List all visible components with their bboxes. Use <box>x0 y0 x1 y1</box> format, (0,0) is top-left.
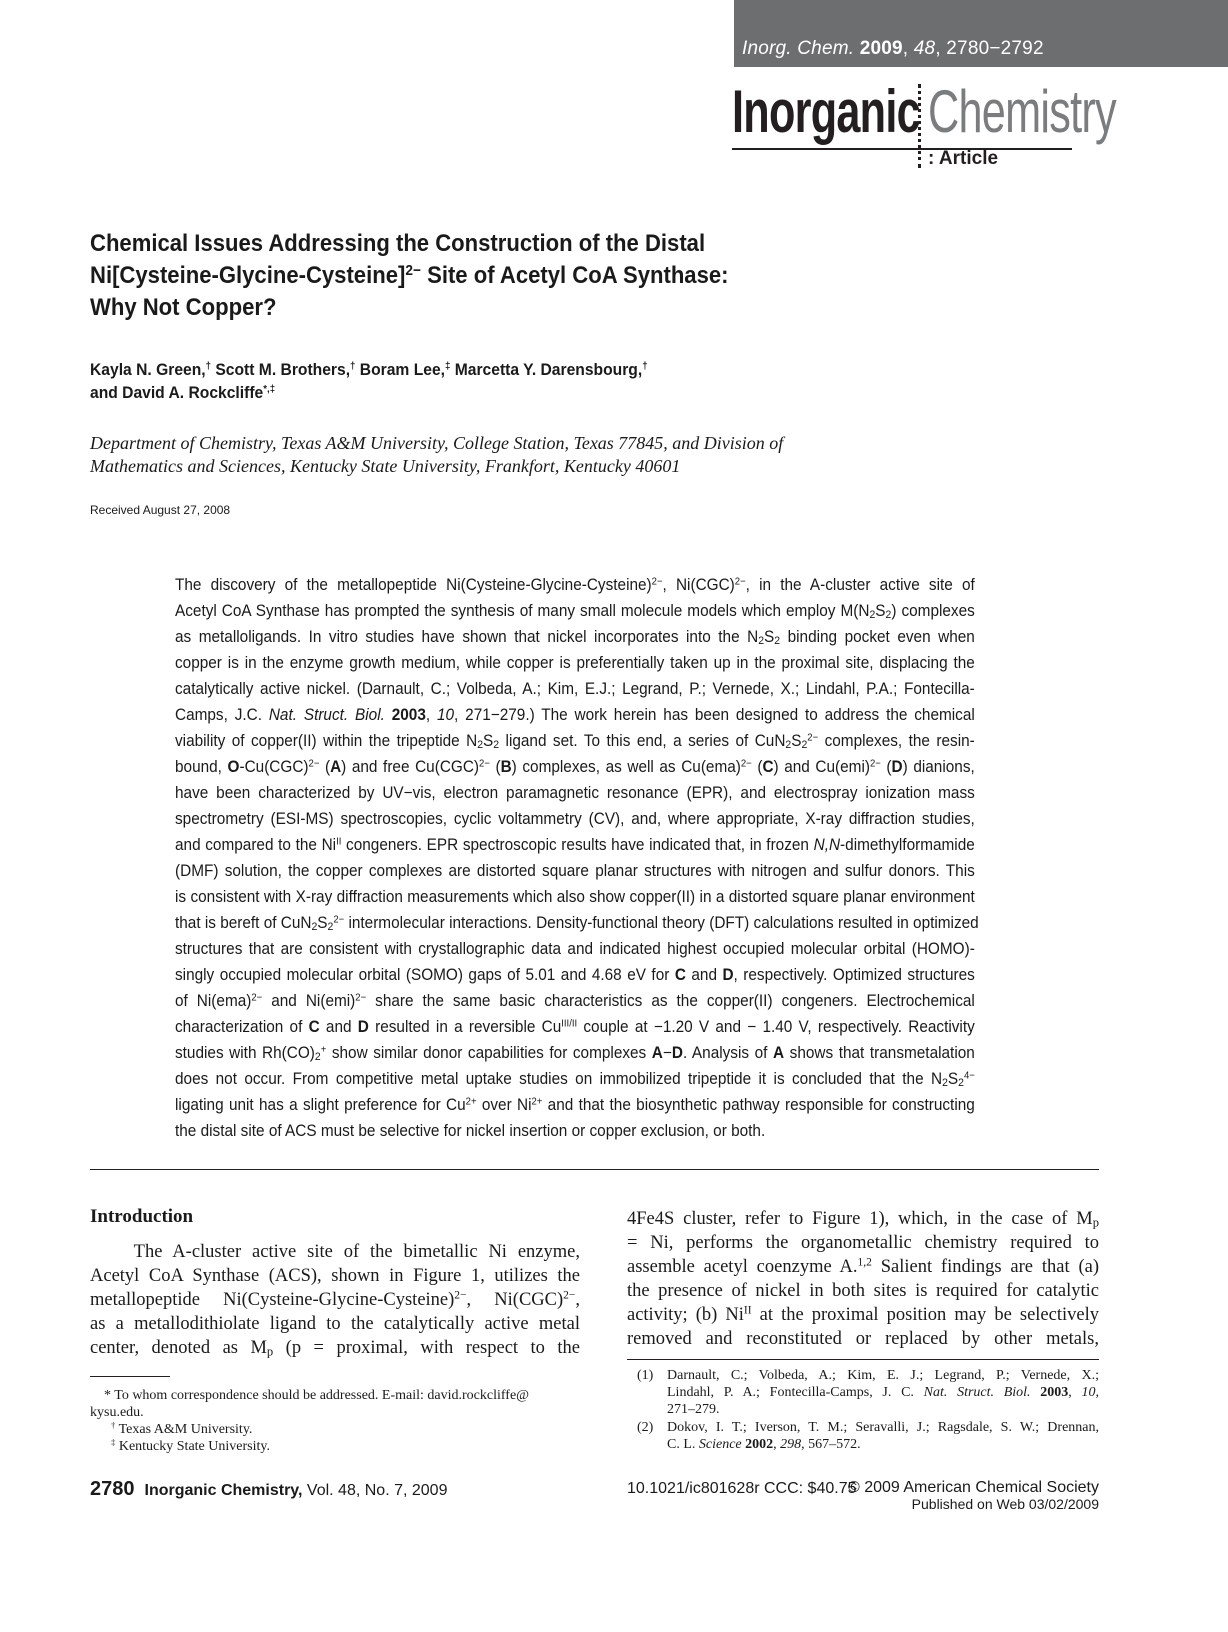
citation-year: 2009 <box>859 38 903 59</box>
abstract-line: copper is in the enzyme growth medium, while copper is preferentially taken up in the proximal site, displacing the <box>175 654 975 672</box>
reference-entry <box>637 1367 1099 1418</box>
title-line-2-post: Site of Acetyl CoA Synthase: <box>420 262 729 289</box>
logo-dotted-divider <box>918 84 925 168</box>
title-line-2 <box>90 260 918 292</box>
reference-line: C. L. Science 2002, 298, 567–572. <box>667 1437 861 1452</box>
title-line-2-pre: Ni[Cysteine-Glycine-Cysteine] <box>90 262 406 289</box>
published-date: Published on Web 03/02/2009 <box>911 1496 1099 1512</box>
received-date: Received August 27, 2008 <box>90 503 231 517</box>
abstract-line: Camps, J.C. Nat. Struct. Biol. 2003, 10, 271−279.) The work herein has been designed to address the chemical <box>175 706 975 724</box>
reference-number: (2) <box>637 1420 654 1435</box>
logo-word-inorganic: Inorganic <box>732 78 920 145</box>
reference-line: Lindahl, P. A.; Fontecilla-Camps, J. C. Nat. Struct. Biol. 2003, 10, <box>667 1385 1099 1400</box>
intro-line: the presence of nickel in both sites is required for catalytic <box>627 1281 1099 1301</box>
reference-line: Darnault, C.; Volbeda, A.; Kim, E. J.; Legrand, P.; Vernede, X.; <box>667 1368 1099 1383</box>
abstract-line: that is bereft of $CuN_2S_2^{2-}$ intermolecular interactions. Density-functional theory (DFT) calculations resulted in optimized <box>175 914 979 934</box>
introduction-column-right <box>627 1207 1099 1351</box>
abstract-line: have been characterized by UV−vis, electron paramagnetic resonance (EPR), and electrospray ionization mass <box>175 784 975 802</box>
abstract-line: does not occur. From competitive metal uptake studies on immobilized tripeptide it is concluded that the $N_2S_2^{4-}$ <box>175 1070 975 1090</box>
author-mark: † <box>205 360 212 373</box>
affiliation <box>90 432 990 478</box>
affiliation-line-1: Department of Chemistry, Texas A&M University, College Station, Texas 77845, and Division of <box>90 433 784 453</box>
author-mark: † <box>350 360 356 373</box>
intro-line: center, denoted as $M_p$ (p = proximal, with respect to the <box>90 1338 580 1359</box>
citation-pages: 2780−2792 <box>946 38 1044 59</box>
author-name: and David A. Rockcliffe <box>90 383 264 402</box>
intro-line: activity; (b) $Ni^{II}$ at the proximal position may be selectively <box>627 1304 1099 1325</box>
abstract-line: and compared to the $Ni^{II}$ congeners. EPR spectroscopic results have indicated that, in frozen N,N-dimethylformamide <box>175 836 975 854</box>
footnote-line: † Texas A&M University. <box>111 1420 253 1437</box>
author-mark: ‡ <box>444 360 451 373</box>
references <box>637 1367 1099 1454</box>
author-name: Kayla N. Green, <box>90 360 206 379</box>
article-title <box>90 228 918 324</box>
abstract <box>175 572 979 1144</box>
abstract-line: characterization of C and D resulted in a reversible $Cu^{III/II}$ couple at −1.20 V and − 1.40 V, respectively. Reactivity <box>175 1018 975 1036</box>
page-footer-right <box>848 1480 1099 1512</box>
affiliation-line-2: Mathematics and Sciences, Kentucky State University, Frankfort, Kentucky 40601 <box>90 456 681 476</box>
author-mark: † <box>642 360 648 373</box>
intro-line: assemble acetyl coenzyme A.$^{1,2}$ Salient findings are that (a) <box>627 1256 1099 1277</box>
author-name: Marcetta Y. Darensbourg, <box>454 360 643 379</box>
journal-citation: Inorg. Chem. 2009, 48, 2780−2792 <box>742 38 1044 59</box>
abstract-line: viability of copper(II) within the tripeptide $N_2S_2$ ligand set. To this end, a series of $CuN_2S_2^{2-}$ complexes, the resin- <box>175 732 975 752</box>
page-footer-left <box>90 1478 447 1501</box>
intro-line: removed and reconstituted or replaced by other metals, <box>627 1329 1099 1349</box>
intro-line: The A-cluster active site of the bimetallic Ni enzyme, <box>90 1242 580 1262</box>
abstract-line: bound, O-Cu(CGC)$^{2-}$ (A) and free Cu(CGC)$^{2-}$ (B) complexes, as well as Cu(ema)$^{2-}$ (C) and Cu(emi)$^{2-}$ (D) dianions, <box>175 758 975 776</box>
abstract-line: catalytically active nickel. (Darnault, C.; Volbeda, A.; Kim, E.J.; Legrand, P.; Vernede, X.; Lindahl, P.A.; Fontecilla- <box>175 680 975 698</box>
title-line-2-sup: 2− <box>405 262 421 279</box>
abstract-line: singly occupied molecular orbital (SOMO) gaps of 5.01 and 4.68 eV for C and D, respectively. Optimized structures <box>175 966 975 984</box>
page-number: 2780 <box>90 1478 135 1500</box>
intro-line: as a metallodithiolate ligand to the catalytically active metal <box>90 1314 580 1334</box>
intro-line: metallopeptide Ni(Cysteine-Glycine-Cysteine)$^{2-}$, Ni(CGC)$^{2-}$, <box>90 1289 580 1310</box>
intro-line: Acetyl CoA Synthase (ACS), shown in Figure 1, utilizes the <box>90 1266 580 1286</box>
abstract-line: of Ni(ema)$^{2-}$ and Ni(emi)$^{2-}$ share the same basic characteristics as the copper(II) congeners. Electrochemical <box>175 992 975 1010</box>
footnote-line: * To whom correspondence should be addressed. E-mail: david.rockcliffe@ <box>90 1388 530 1403</box>
introduction-column-left <box>90 1240 580 1360</box>
journal-logo <box>732 76 1128 172</box>
section-label: : Article <box>928 148 999 169</box>
section-divider <box>90 1169 1099 1170</box>
abstract-line: studies with $Rh(CO)_2^+$ show similar donor capabilities for complexes A−D. Analysis of A shows that transmetalation <box>175 1044 975 1064</box>
abstract-line: Acetyl CoA Synthase has prompted the synthesis of many small molecule models which employ $M(N_2S_2)$ complexes <box>175 602 975 622</box>
references-rule <box>627 1359 1099 1360</box>
citation-volume: 48 <box>913 38 936 59</box>
author-name: Scott M. Brothers, <box>215 360 351 379</box>
abstract-line: (DMF) solution, the copper complexes are distorted square planar structures with nitrogen and sulfur donors. This <box>175 862 975 880</box>
author-line-2 <box>90 381 918 404</box>
reference-number: (1) <box>637 1368 654 1383</box>
abstract-line: the distal site of ACS must be selective for nickel insertion or copper exclusion, or both. <box>175 1122 766 1140</box>
footer-doi: 10.1021/ic801628r CCC: $40.75 <box>627 1480 857 1497</box>
footnote-rule <box>90 1376 170 1377</box>
footer-issue: Vol. 48, No. 7, 2009 <box>302 1482 448 1499</box>
abstract-line: as metalloligands. In vitro studies have shown that nickel incorporates into the $N_2S_2$ binding pocket even when <box>175 628 975 648</box>
footnote-line: kysu.edu. <box>90 1405 144 1420</box>
footer-journal: Inorganic Chemistry, <box>144 1482 303 1499</box>
intro-line: = Ni, performs the organometallic chemistry required to <box>627 1233 1099 1253</box>
intro-line: 4Fe4S cluster, refer to Figure 1), which, in the case of $M_p$ <box>627 1209 1099 1230</box>
logo-word-chemistry: Chemistry <box>928 78 1116 145</box>
title-line-1: Chemical Issues Addressing the Construction of the Distal <box>90 230 706 257</box>
author-mark: *,‡ <box>263 383 276 396</box>
author-line-1 <box>90 358 918 381</box>
author-name: Boram Lee, <box>359 360 445 379</box>
section-label-text: Article <box>938 148 999 169</box>
footnotes <box>90 1387 580 1455</box>
reference-entry <box>637 1419 1099 1453</box>
reference-line: Dokov, I. T.; Iverson, T. M.; Seravalli, J.; Ragsdale, S. W.; Drennan, <box>667 1420 1099 1435</box>
title-line-3: Why Not Copper? <box>90 294 277 321</box>
abstract-line: ligating unit has a slight preference for $Cu^{2+}$ over $Ni^{2+}$ and that the biosynthetic pathway responsible for constructing <box>175 1096 975 1114</box>
introduction-heading: Introduction <box>90 1206 194 1227</box>
abstract-line: spectrometry (ESI-MS) spectroscopies, cyclic voltammetry (CV), and, where appropriate, X-ray diffraction studies, <box>175 810 975 828</box>
abstract-line: The discovery of the metallopeptide Ni(Cysteine-Glycine-Cysteine)$^{2-}$, Ni(CGC)$^{2-}$, in the A-cluster active site of <box>175 576 975 594</box>
citation-journal: Inorg. Chem. <box>742 38 855 59</box>
copyright: © 2009 American Chemical Society <box>847 1479 1099 1496</box>
author-list <box>90 358 918 404</box>
footnote-line: ‡ Kentucky State University. <box>111 1437 270 1454</box>
reference-line: 271–279. <box>667 1402 720 1417</box>
logo-underline <box>732 148 1072 150</box>
abstract-line: structures that are consistent with crystallographic data and indicated highest occupied molecular orbital (HOMO)- <box>175 940 975 958</box>
abstract-line: is consistent with X-ray diffraction measurements which also show copper(II) in a distorted square planar environment <box>175 888 975 906</box>
